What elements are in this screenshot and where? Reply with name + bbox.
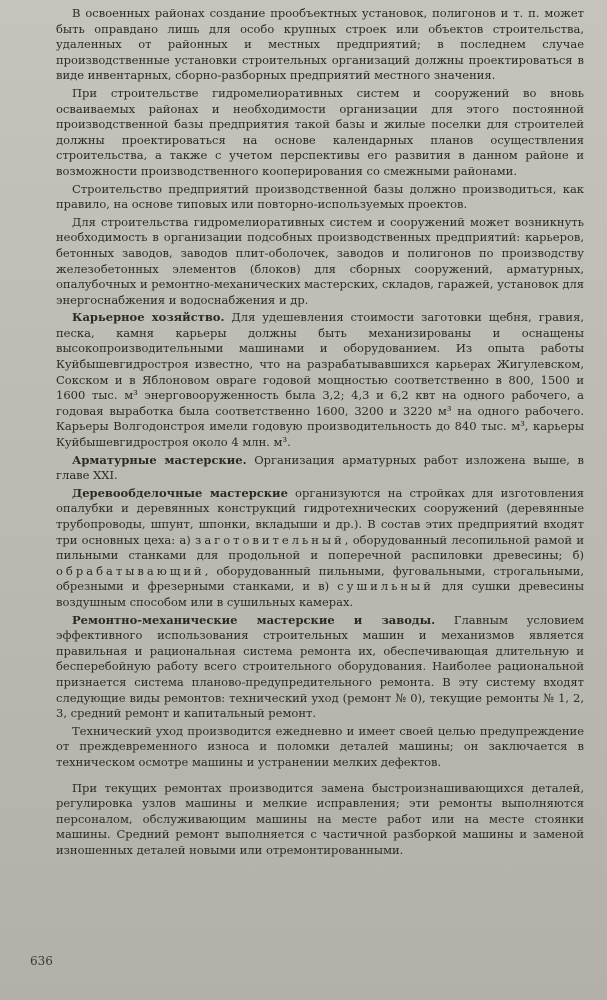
page-number: 636: [30, 954, 53, 968]
spaced-term-processing: обрабатывающий: [56, 563, 205, 578]
segment: В освоенных районах создание прообъектных установок, полигонов и т. п. может быть оправдано лишь для особо крупных строек или объектов строительства, удаленных от районных и местных предприятий; в последнем случае производственные установки строительных организаций должны проектироваться в виде инвентарных, сборно-разборных предприятий местного значения.: [56, 6, 584, 83]
segment: При текущих ремонтах производится замена быстроизнашивающихся деталей, регулировка узлов машины и мелкие исправления; эти ремонты выполняются персоналом, обслуживающим машины на месте работ или на месте стоянки машины. Средний ремонт выполняется с частичной разборкой машины и заменой изношенных деталей новыми или отремонтированными.: [56, 780, 584, 857]
spaced-term-procurement: заготовительный: [195, 532, 345, 547]
paragraph-quarry-economy: [56, 310, 584, 450]
segment: , оборудованный пильными, фуговальными, строгальными, обрезными и фрезерными станками, и в): [56, 563, 584, 594]
paragraph-auxiliary-enterprises: [56, 215, 584, 309]
paragraph-new-regions-base: [56, 86, 584, 180]
paragraph-current-repairs: [56, 781, 584, 859]
segment: , оборудованный лесопильной рамой и пильными станками для продольной и поперечной распиловки древесины; б): [56, 532, 584, 563]
paragraph-repair-workshops: [56, 613, 584, 722]
paragraph-woodworking-shops: [56, 486, 584, 611]
paragraph-maintenance: [56, 724, 584, 771]
segment: Для строительства гидромелиоративных систем и сооружений может возникнуть необходимость в организации подсобных производственных предприятий: карьеров, бетонных заводов, заводов плит-оболочек, заводов и полигонов по производству железобетонных элементов (блоков) для сборных сооружений, арматурных, опалубочных и ремонтно-механических мастерских, складов, гаражей, установок для энергоснабжения и водоснабжения и др.: [56, 214, 584, 307]
segment: для сушки древесины воздушным способом или в сушильных камерах.: [56, 579, 585, 609]
segment: организуются на стройках для изготовления опалубки и деревянных конструкций гидротехнических сооружений (деревянные трубопроводы, шпунт, шпонки, вкладыши и др.). В состав этих предприятий входят три основных цеха: а): [56, 485, 584, 547]
segment: Технический уход производится ежедневно и имеет своей целью предупреждение от преждевременного износа и поломки деталей машины; он заключается в техническом осмотре машины и устранении мелких дефектов.: [56, 723, 584, 769]
paragraph-outpost-installations: [56, 6, 584, 84]
segment: Главным условием эффективного использования строительных машин и механизмов является правильная и рациональная система ремонта их, обеспечивающая длительную и бесперебойную работу всего строительного оборудования. Наиболее рациональной признается система планово-предупредительного ремонта. В эту систему входят следующие виды ремонтов: технический уход (ремонт № 0), текущие ремонты № 1, 2, 3, средний ремонт и капитальный ремонт.: [56, 612, 584, 721]
paragraph-rebar-workshops: [56, 453, 584, 484]
section-heading-woodworking: Деревообделочные мастерские: [72, 485, 288, 500]
segment: При строительстве гидромелиоративных систем и сооружений во вновь осваиваемых районах и необходимости организации для этого постоянной производственной базы предприятия такой базы и жилые поселки для строителей должны проектироваться на основе календарных планов осуществления строительства, а также с учетом перспективы его развития в данном районе и возможности производственного кооперирования со смежными районами.: [56, 85, 584, 178]
segment: Строительство предприятий производственной базы должно производиться, как правило, на основе типовых или повторно-используемых проектов.: [56, 181, 584, 212]
paragraph-standard-projects: [56, 182, 584, 213]
page-text: [56, 6, 584, 860]
section-heading-repair: Ремонтно-механические мастерские и заводы.: [72, 612, 436, 627]
segment: Для удешевления стоимости заготовки щебня, гравия, песка, камня карьеры должны быть механизированы и оснащены высокопроизводительными машинами и оборудованием. Из опыта работы Куйбышевгидростроя известно, что на разрабатывавшихся карьерах Жигулевском, Сокском и в Яблоновом овраге годовой мощностью соответственно в 800, 1500 и 1600 тыс. м³ энерговооруженность была 3,2; 4,3 и 6,2 квт на одного рабочего, а годовая выработка была соответственно 1600, 3200 и 3220 м³ на одного рабочего. Карьеры Волгодонстроя имели годовую производительность до 840 тыс. м³, карьеры Куйбышевгидростроя около 4 млн. м³.: [56, 310, 584, 450]
section-heading-rebar: Арматурные мастерские.: [72, 452, 247, 467]
section-heading-quarry: Карьерное хозяйство.: [72, 310, 225, 325]
spaced-term-drying: сушильный: [337, 579, 434, 594]
segment: Организация арматурных работ изложена выше, в главе XXI.: [56, 452, 584, 483]
